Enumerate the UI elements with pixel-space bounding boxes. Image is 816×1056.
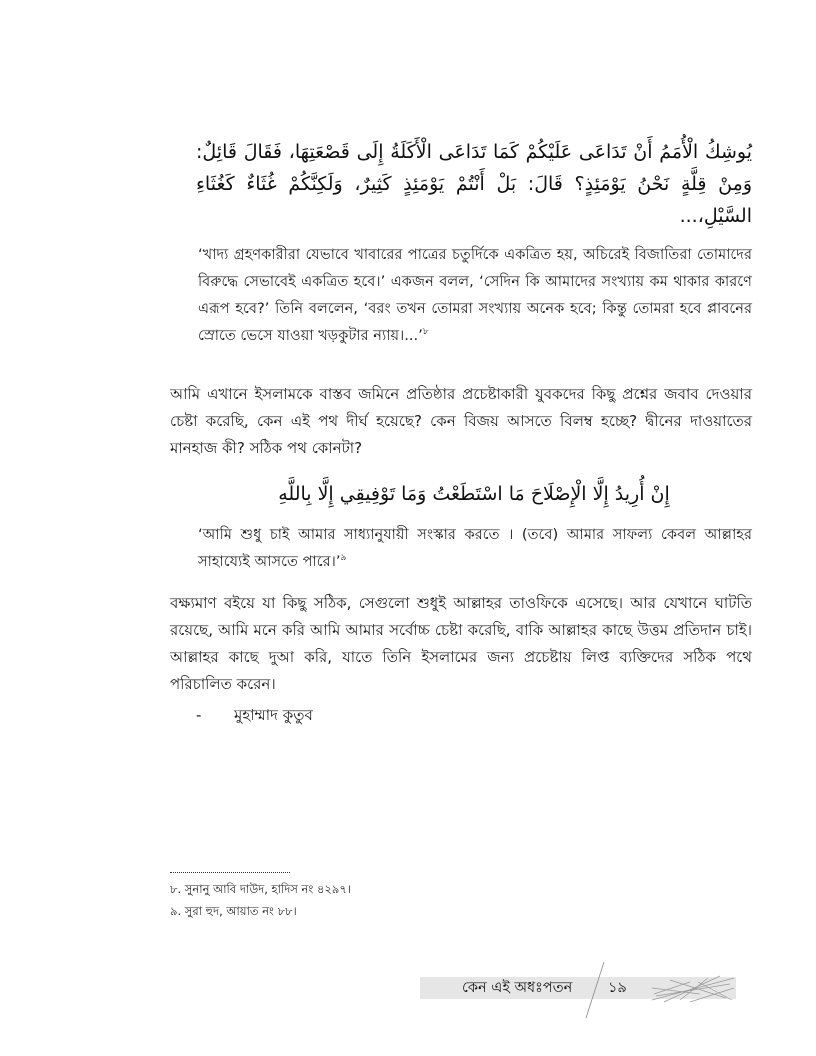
signature-dash: - [196,706,202,724]
decorative-hatch-icon [650,974,736,1004]
page-number: ১৯ [608,980,627,996]
footnote-8: ৮. সুনানু আবি দাউদ, হাদিস নং ৪২৯৭। [170,882,351,896]
running-title: কেন এই অধঃপতন [462,980,573,996]
footnote-ref-8: ৮ [422,327,429,338]
footnote-ref-9: ৯ [340,553,347,564]
hadith-arabic-text: يُوشِكُ الْأُمَمُ أَنْ تَدَاعَى عَلَيْكُمْ كَمَا تَدَاعَى الْأَكَلَةُ إِلَى قَصْعَتِهَا، فَقَالَ قَائِلٌ: وَمِنْ قِلَّةٍ نَحْنُ يَوْمَئِذٍ؟ قَالَ: بَلْ أَنْتُمْ يَوْمَئِذٍ كَثِيرٌ، وَلَكِنَّكُمْ غُثَاءٌ كَغُثَاءِ السَّيْلِ،... [196,141,752,227]
intro-paragraph: আমি এখানে ইসলামকে বাস্তব জমিনে প্রতিষ্ঠার প্রচেষ্টাকারী যুবকদের কিছু প্রশ্নের জবাব দেওয়ার চেষ্টা করেছি, কেন এই পথ দীর্ঘ হয়েছে? কেন বিজয় আসতে বিলম্ব হচ্ছে? দ্বীনের দাওয়াতের মানহাজ কী? সঠিক পথ কোনটা? [170,385,752,457]
hadith-translation-text: ‘খাদ্য গ্রহণকারীরা যেভাবে খাবারের পাত্রের চতুর্দিকে একত্রিত হয়, অচিরেই বিজাতিরা তোমাদের বিরুদ্ধে সেভাবেই একত্রিত হবে।’ একজন বলল, ‘সেদিন কি আমাদের সংখ্যায় কম থাকার কারণে এরূপ হবে?’ তিনি বললেন, ‘বরং তখন তোমরা সংখ্যায় অনেক হবে; কিন্তু তোমরা হবে প্লাবনের স্রোতে ভেসে যাওয়া খড়কুটার ন্যায়।...’ [198,246,752,344]
ayah-translation [198,521,752,575]
ayah-translation-text: ‘আমি শুধু চাই আমার সাধ্যানুযায়ী সংস্কার করতে । (তবে) আমার সাফল্য কেবল আল্লাহর সাহায্যেই আসতে পারে।’ [198,526,752,570]
author-signature [196,703,313,727]
author-name: মুহাম্মাদ কুতুব [234,706,313,724]
ayah-arabic-text: إِنْ أُرِيدُ إِلَّا الْإِصْلَاحَ مَا اسْتَطَعْتُ وَمَا تَوْفِيقِي إِلَّا بِاللَّهِ [278,483,670,505]
footer-separator-icon [580,960,610,1020]
hadith-translation [198,241,752,349]
footnote-divider [170,872,290,873]
footnote-9: ৯. সুরা হুদ, আয়াত নং ৮৮। [170,904,297,918]
closing-paragraph: বক্ষ্যমাণ বইয়ে যা কিছু সঠিক, সেগুলো শুধুই আল্লাহর তাওফিকে এসেছে। আর যেখানে ঘাটতি রয়েছে, আমি মনে করি আমি আমার সর্বোচ্চ চেষ্টা করেছি, বাকি আল্লাহর কাছে উত্তম প্রতিদান চাই। আল্লাহর কাছে দুআ করি, যাতে তিনি ইসলামের জন্য প্রচেষ্টায় লিপ্ত ব্যক্তিদের সঠিক পথে পরিচালিত করেন। [170,594,752,693]
